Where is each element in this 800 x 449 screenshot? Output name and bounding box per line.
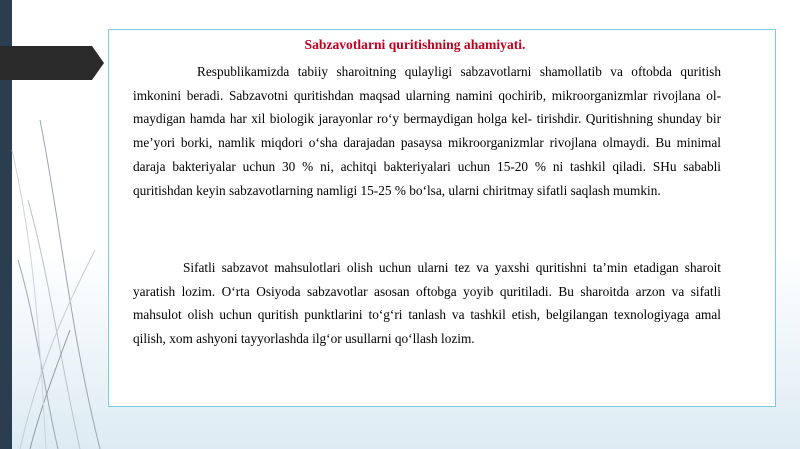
content-box [108,29,776,407]
paragraph-2: Sifatli sabzavot mahsulotlari olish uchun ularni tez va yaxshi quritishni taʼmin etadigan sharoit yaratish lozim. Oʻrta Osiyoda sabzavotlar asosan oftobga yoyib quritiladi. Bu sharoitda arzon va sifatli mahsulot olish uchun quritish punktlarini toʻgʻri tanlash va tashkil etish, belgilangan texnologiyaga amal qilish, xom ashyoni tayyorlashda ilgʻor usullarni qoʻllash lozim. [133,260,721,347]
slide-title: Sabzavotlarni quritishning ahamiyati. [304,37,526,52]
paragraph-1: Respublikamizda tabiiy sharoitning qulayligi sabzavotlarni shamollatib va oftobda quritish imkonini beradi. Sabzavotni quritishdan maqsad ularning namini qochirib, mikroorganizmlar rivojlana ol- maydigan hamda har xil biologik jarayonlar roʻy bermaydigan holga kel- tirishdir. Quritishning shunday bir meʼyori borki, namlik miqdori oʻsha darajadan pasaysa mikroorganizmlar rivojlana olmaydi. Bu minimal daraja bakteriyalar uchun 30 % ni, achitqi bakteriyalari uchun 15-20 % ni tashkil qiladi. SHu sababli quritishdan keyin sabzavotlarning namligi 15-25 % boʻlsa, ularni chiritmay sifatli saqlash mumkin. [133,64,721,198]
title-tab-marker [0,46,104,80]
